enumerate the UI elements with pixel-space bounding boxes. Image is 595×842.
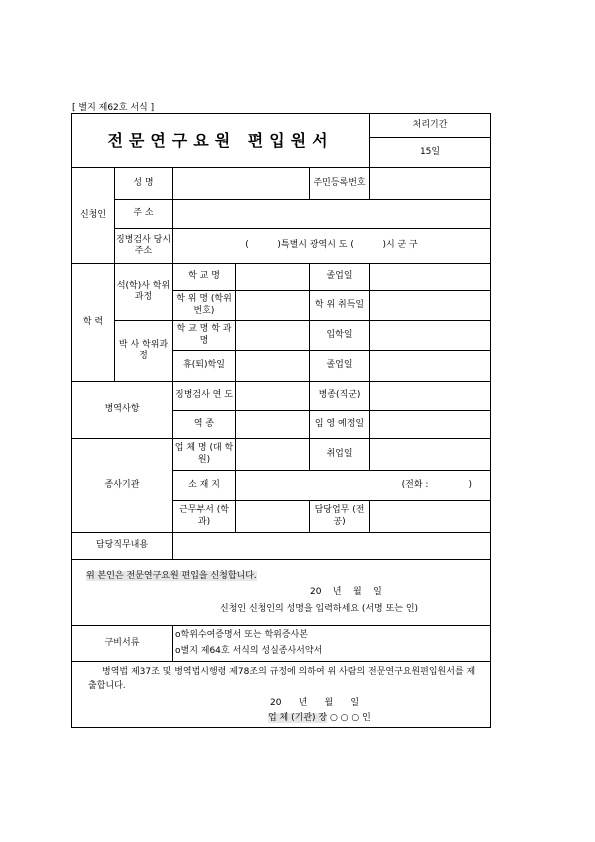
degree-field[interactable] [236,291,310,321]
duty-label: 담당업무 (전공) [310,501,370,533]
employment-date-label: 취업일 [310,439,370,471]
school-dept-label: 학 교 명 학 과 명 [173,321,236,351]
employer-section-label: 종사기관 [72,439,173,533]
application-date: 20 년 월 일 [310,587,382,598]
organization-seal: ○ ○ ○ 인 [329,713,371,724]
exam-address-label: 징병검사 당시주소 [115,229,173,264]
company-label: 업 체 명 (대 학 원) [173,439,236,471]
document-item: o별지 제64호 서식의 성실종사서약서 [175,645,323,656]
location-label: 소 재 지 [173,471,236,501]
application-statement: 위 본인은 전문연구요원 편입을 신청합니다. [86,571,257,581]
exam-year-field[interactable] [236,382,310,411]
doctoral-course-label: 박 사 학위과정 [115,321,173,382]
dept-label: 근무부서 (학 과) [173,501,236,533]
company-field[interactable] [236,439,310,471]
doctoral-graduation-field[interactable] [370,351,491,382]
applicant-signature[interactable]: 신청인 신청인의 성명을 입력하세요 (서명 또는 인) [220,603,419,614]
address-field[interactable] [173,200,491,229]
military-section-label: 병역사항 [72,382,173,439]
leave-date-field[interactable] [236,351,310,382]
branch-label: 역 종 [173,411,236,439]
graduation-date-field[interactable] [370,264,491,291]
school-dept-field[interactable] [236,321,310,351]
leave-date-label: 휴(퇴)학일 [173,351,236,382]
appointment-field[interactable] [370,411,491,439]
exam-address-field[interactable]: ( )특별시 광역시 도 ( )시 군 구 [173,229,491,264]
dept-field[interactable] [236,501,310,533]
documents-label: 구비서류 [72,626,173,662]
education-section-label: 학 력 [72,264,115,382]
footer-date: 20 년 월 일 [270,697,360,708]
duty-content-field[interactable] [173,533,491,560]
footer-statement: 병역법 제37조 및 병역법시행령 제78조의 규정에 의하여 위 사람의 전문연구요원편입원서를 제출합니다. [88,667,476,691]
degree-date-field[interactable] [370,291,491,321]
admission-date-label: 입학일 [310,321,370,351]
form-title: 전문연구요원 편입원서 [72,114,370,168]
rank-field[interactable] [370,382,491,411]
applicant-section-label: 신청인 [72,168,115,264]
application-form-table [71,113,491,728]
school-name-label: 학 교 명 [173,264,236,291]
footer-block [72,662,491,728]
name-field[interactable] [173,168,310,200]
appointment-label: 임 영 예정일 [310,411,370,439]
application-block [72,560,491,626]
doctoral-graduation-label: 졸업일 [310,351,370,382]
exam-year-label: 징병검사 연 도 [173,382,236,411]
processing-period-label: 처리기간 [370,114,491,138]
school-name-field[interactable] [236,264,310,291]
location-field[interactable]: (전화 : ) [236,471,491,501]
rank-label: 병종(직군) [310,382,370,411]
documents-list [173,626,491,662]
degree-label: 학 위 명 (학위번호) [173,291,236,321]
duty-field[interactable] [370,501,491,533]
rrn-label: 주민등록번호 [310,168,370,200]
rrn-field[interactable] [370,168,491,200]
branch-field[interactable] [236,411,310,439]
document-item: o학위수여증명서 또는 학위증사본 [175,630,308,641]
degree-date-label: 학 위 취득일 [310,291,370,321]
graduation-date-label: 졸업일 [310,264,370,291]
form-number-label: [ 별지 제62호 서식 ] [72,103,155,113]
masters-course-label: 석(학)사 학위과정 [115,264,173,321]
name-label: 성 명 [115,168,173,200]
processing-period-value: 15일 [370,138,491,168]
duty-content-label: 담당직무내용 [72,533,173,560]
admission-date-field[interactable] [370,321,491,351]
address-label: 주 소 [115,200,173,229]
employment-date-field[interactable] [370,439,491,471]
organization-head-label: 업 체 (기관) 장 [268,713,328,724]
